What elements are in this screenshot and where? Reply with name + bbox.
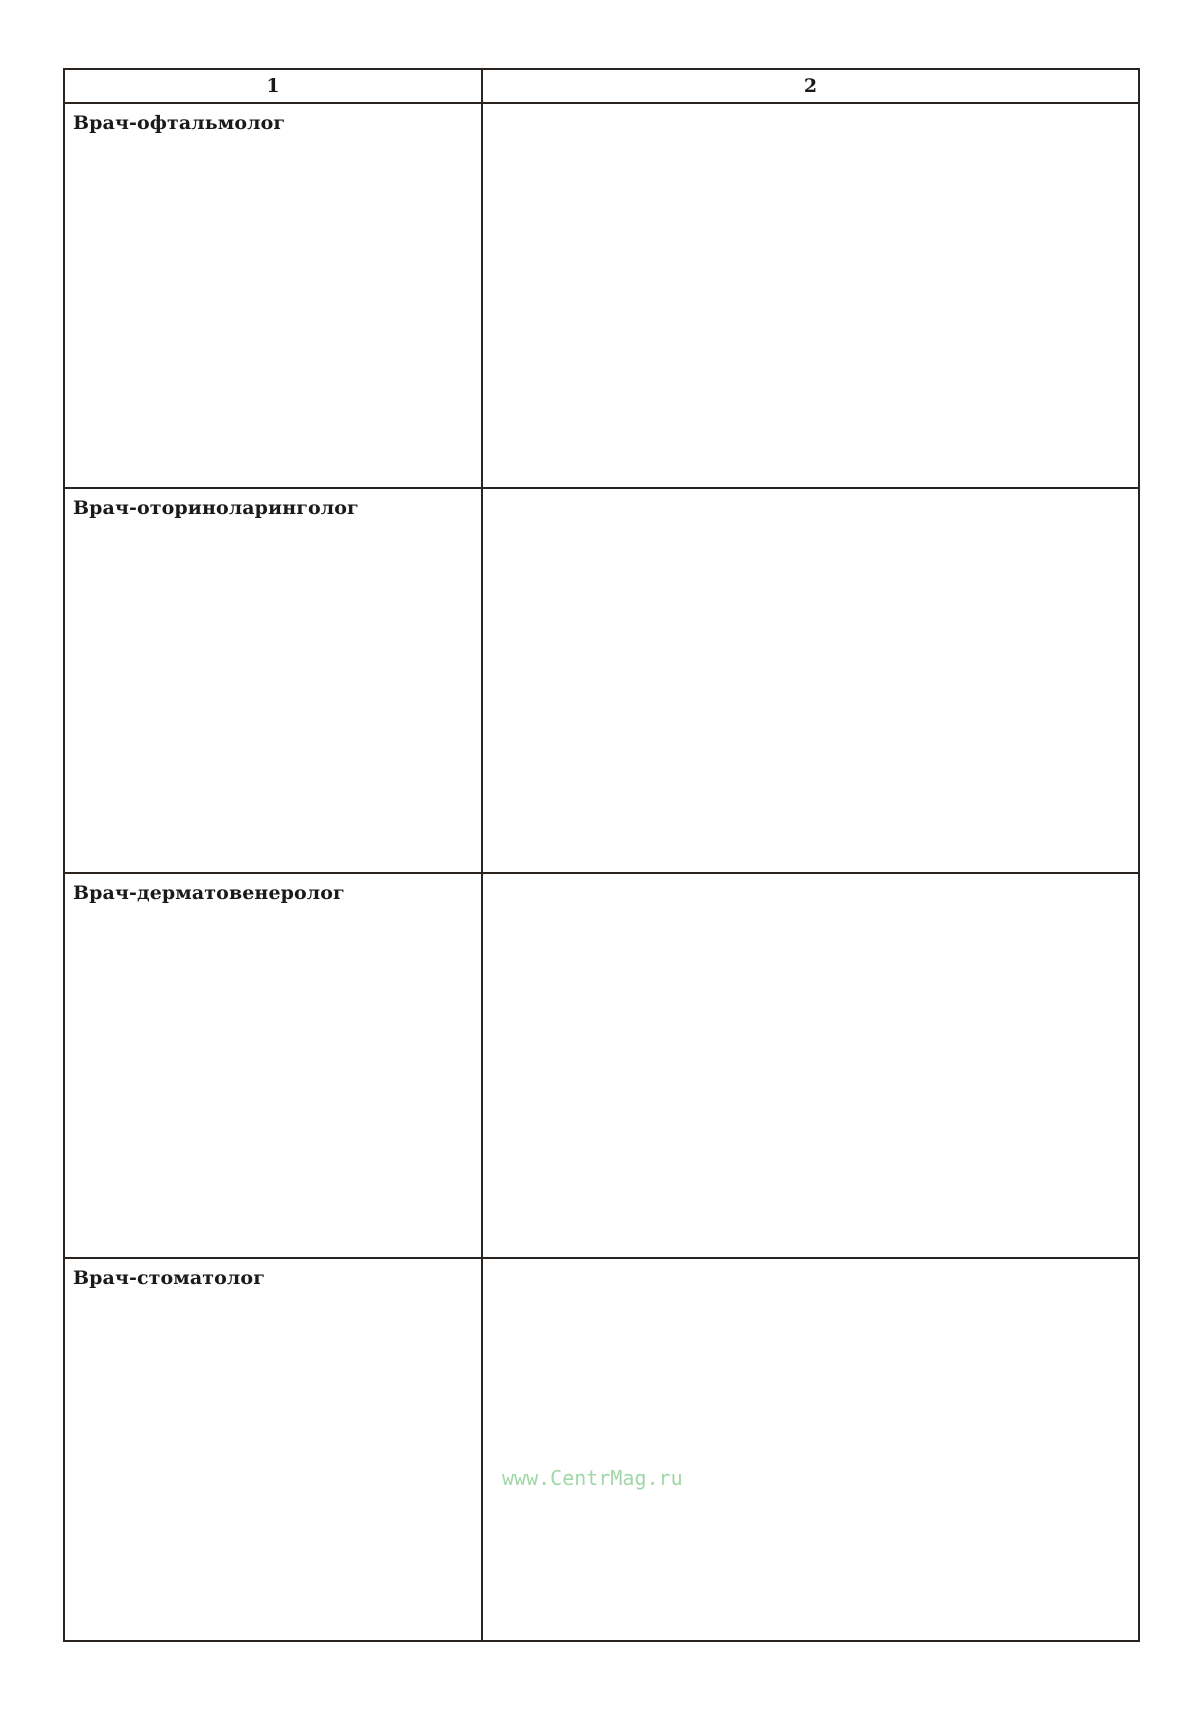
specialist-label-otolaryngologist: Врач-оториноларинголог	[73, 497, 359, 519]
header-row	[64, 69, 1139, 103]
watermark-text: www.CentrMag.ru	[502, 1466, 683, 1490]
specialist-cell	[64, 103, 482, 488]
notes-cell	[482, 103, 1139, 488]
exam-table	[63, 68, 1140, 1642]
notes-cell	[482, 488, 1139, 873]
specialist-label-dermatovenereologist: Врач-дерматовенеролог	[73, 882, 345, 904]
specialist-cell	[64, 488, 482, 873]
column-number-2: 2	[482, 69, 1139, 103]
table-row	[64, 488, 1139, 873]
table-row	[64, 103, 1139, 488]
table-row	[64, 873, 1139, 1258]
specialist-label-ophthalmologist: Врач-офтальмолог	[73, 112, 286, 134]
column-number-1: 1	[64, 69, 482, 103]
specialist-cell	[64, 873, 482, 1258]
table-row	[64, 1258, 1139, 1641]
notes-cell	[482, 1258, 1139, 1641]
notes-cell	[482, 873, 1139, 1258]
specialist-cell	[64, 1258, 482, 1641]
specialist-label-dentist: Врач-стоматолог	[73, 1267, 265, 1289]
